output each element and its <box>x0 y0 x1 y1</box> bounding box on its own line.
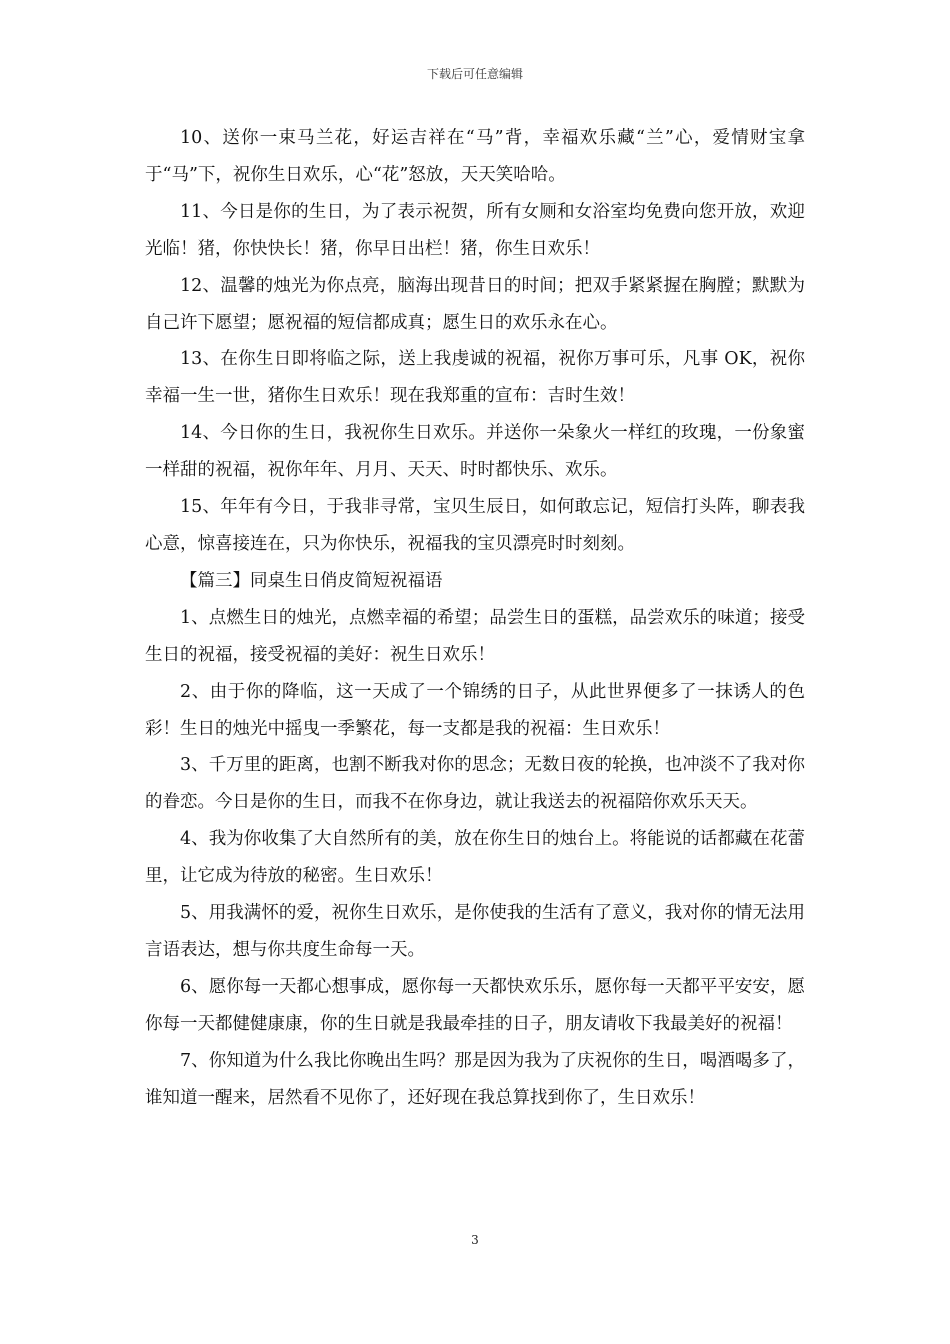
paragraph-7: 7、你知道为什么我比你晚出生吗？那是因为我为了庆祝你的生日，喝酒喝多了，谁知道一醒来，居然看不见你了，还好现在我总算找到你了，生日欢乐！ <box>145 1050 805 1108</box>
paragraph-5: 5、用我满怀的爱，祝你生日欢乐，是你使我的生活有了意义，我对你的情无法用言语表达，想与你共度生命每一天。 <box>145 903 805 960</box>
paragraph-2: 2、由于你的降临，这一天成了一个锦绣的日子，从此世界便多了一抹诱人的色彩！生日的烛光中摇曳一季繁花，每一支都是我的祝福：生日欢乐！ <box>145 681 805 739</box>
paragraph-13: 13、在你生日即将临之际，送上我虔诚的祝福，祝你万事可乐，凡事 OK，祝你幸福一生一世，猪你生日欢乐！现在我郑重的宣布：吉时生效！ <box>145 349 805 407</box>
paragraph-3: 3、千万里的距离，也割不断我对你的思念；无数日夜的轮换，也冲淡不了我对你的眷恋。今日是你的生日，而我不在你身边，就让我送去的祝福陪你欢乐天天。 <box>145 755 805 813</box>
paragraph-11: 11、今日是你的生日，为了表示祝贺，所有女厕和女浴室均免费向您开放，欢迎光临！猪，你快快长！猪，你早日出栏！猪，你生日欢乐！ <box>145 201 805 259</box>
page-number: 3 <box>471 1233 479 1247</box>
paragraph-15: 15、年年有今日，于我非寻常，宝贝生辰日，如何敢忘记，短信打头阵，聊表我心意，惊喜接连在，只为你快乐，祝福我的宝贝漂亮时时刻刻。 <box>145 497 805 554</box>
paragraph-6: 6、愿你每一天都心想事成，愿你每一天都快欢乐乐，愿你每一天都平平安安，愿你每一天都健健康康，你的生日就是我最牵挂的日子，朋友请收下我最美好的祝福！ <box>145 976 805 1034</box>
paragraph-12: 12、温馨的烛光为你点亮，脑海出现昔日的时间；把双手紧紧握在胸膛；默默为自己许下愿望；愿祝福的短信都成真；愿生日的欢乐永在心。 <box>145 275 805 333</box>
paragraph-14: 14、今日你的生日，我祝你生日欢乐。并送你一朵象火一样红的玫瑰，一份象蜜一样甜的祝福，祝你年年、月月、天天、时时都快乐、欢乐。 <box>145 423 805 481</box>
paragraph-1: 1、点燃生日的烛光，点燃幸福的希望；品尝生日的蛋糕，品尝欢乐的味道；接受生日的祝福，接受祝福的美好：祝生日欢乐！ <box>145 607 805 665</box>
document-body <box>145 120 805 1116</box>
section-heading: 【篇三】同桌生日俏皮简短祝福语 <box>180 570 443 591</box>
paragraph-10: 10、送你一束马兰花，好运吉祥在“马”背，幸福欢乐藏“兰”心，爱情财宝拿于“马”下，祝你生日欢乐，心“花”怒放，天天笑哈哈。 <box>145 128 805 185</box>
page-header: 下载后可任意编辑 <box>426 67 523 81</box>
paragraph-4: 4、我为你收集了大自然所有的美，放在你生日的烛台上。将能说的话都藏在花蕾里，让它成为待放的秘密。生日欢乐！ <box>145 829 805 887</box>
